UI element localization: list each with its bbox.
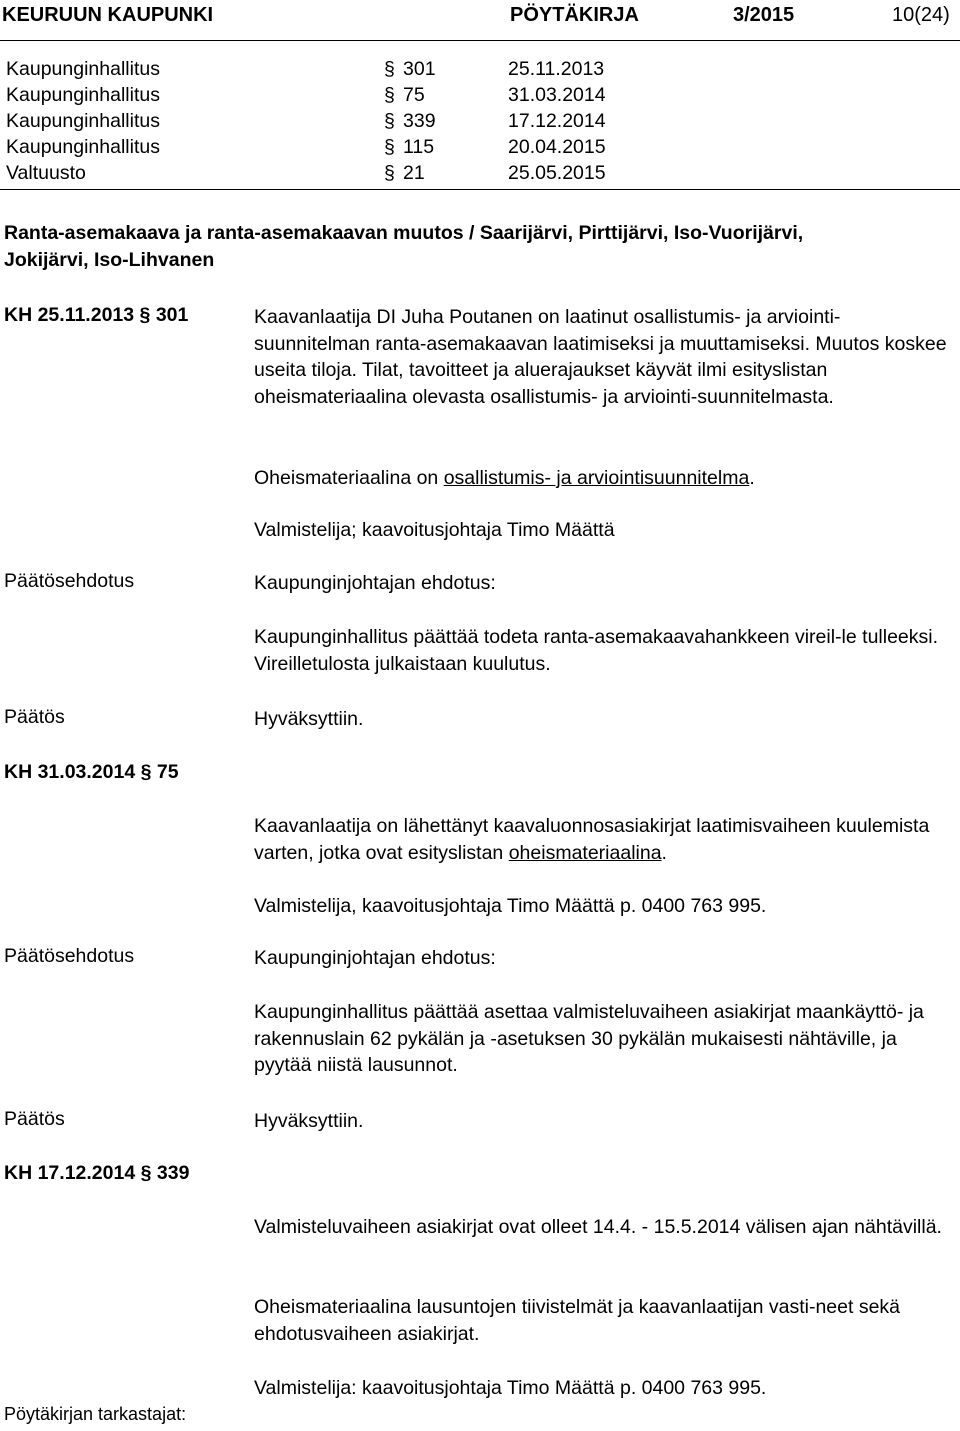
section-icon: § <box>384 136 395 158</box>
kh1-proposal-label: Päätösehdotus <box>4 570 135 592</box>
attachment-link[interactable]: osallistumis- ja arviointisuunnitelma <box>443 467 750 489</box>
kh2-paragraph-end: . <box>661 841 667 864</box>
kh2-paragraph-text: Kaavanlaatija on lähettänyt kaavaluonnosasiakirjat laatimisvaiheen kuulemista varten, jotka ovat esityslistan <box>254 815 930 864</box>
kh1-attachment <box>254 465 954 492</box>
section-icon: § <box>384 110 395 132</box>
meeting-number: 21 <box>403 162 425 184</box>
kh1-decision-label: Päätös <box>4 706 65 728</box>
kh2-heading <box>4 759 179 786</box>
kh1-preparer: Valmistelija; kaavoitusjohtaja Timo Määttä <box>254 519 615 541</box>
meeting-date: 25.11.2013 <box>508 58 605 80</box>
kh2-number: 75 <box>156 761 179 783</box>
section-icon: § <box>140 1162 152 1184</box>
kh1-proposal-head: Kaupunginjohtajan ehdotus: <box>254 572 496 594</box>
kh1-paragraph: Kaavanlaatija DI Juha Poutanen on laatinut osallistumis- ja arviointi-suunnitelman ranta-asemakaavan laatimiseksi ja muuttamiseksi. Muutos koskee useita tiloja. Tilat, tavoitteet ja aluerajaukset käyvät ilmi esityslistan oheismateriaalina olevasta osallistumis- ja arviointi-suunnitelmasta. <box>254 306 947 408</box>
meeting-body: Kaupunginhallitus <box>6 58 160 80</box>
section-icon: § <box>384 58 395 80</box>
kh3-preparer: Valmistelija: kaavoitusjohtaja Timo Määttä p. 0400 763 995. <box>254 1377 767 1399</box>
kh1-decision-text: Hyväksyttiin. <box>254 708 364 730</box>
header-divider <box>0 40 960 41</box>
meeting-number: 75 <box>403 84 425 106</box>
document-type: PÖYTÄKIRJA <box>510 4 639 26</box>
table-divider <box>0 189 960 190</box>
attachment-link[interactable]: oheismateriaalina <box>508 841 662 864</box>
kh2-preparer: Valmistelija, kaavoitusjohtaja Timo Määttä p. 0400 763 995. <box>254 895 767 917</box>
kh3-heading <box>4 1160 189 1187</box>
matter-title-line2: Jokijärvi, Iso-Lihvanen <box>4 249 215 271</box>
meeting-body: Kaupunginhallitus <box>6 110 160 132</box>
meeting-body: Kaupunginhallitus <box>6 136 160 158</box>
kh1-number: 301 <box>155 304 189 326</box>
kh2-date: KH 31.03.2014 <box>4 761 136 783</box>
kh2-paragraph <box>254 813 954 866</box>
meeting-number: 301 <box>403 58 436 80</box>
meeting-date: 20.04.2015 <box>508 136 606 158</box>
kh2-proposal-head: Kaupunginjohtajan ehdotus: <box>254 947 496 969</box>
meeting-number: 339 <box>403 110 436 132</box>
section-icon: § <box>384 84 395 106</box>
kh1-proposal-text: Kaupunginhallitus päättää todeta ranta-asemakaavahankkeen vireil-le tulleeksi. Vireilletulosta julkaistaan kuulutus. <box>254 626 939 675</box>
kh2-decision-text: Hyväksyttiin. <box>254 1110 364 1132</box>
meeting-date: 25.05.2015 <box>508 162 606 184</box>
attachment-prefix: Oheismateriaalina on <box>254 467 444 489</box>
kh1-date: KH 25.11.2013 <box>4 304 135 326</box>
attachment-suffix: . <box>749 467 755 489</box>
section-icon: § <box>384 162 395 184</box>
kh2-decision-label: Päätös <box>4 1108 65 1130</box>
document-number: 3/2015 <box>733 4 795 26</box>
section-icon: § <box>140 761 152 783</box>
kh2-proposal-label: Päätösehdotus <box>4 945 135 967</box>
meeting-body: Kaupunginhallitus <box>6 84 160 106</box>
page-number: 10(24) <box>892 4 950 26</box>
city-name: KEURUUN KAUPUNKI <box>2 4 214 26</box>
meeting-number: 115 <box>403 136 435 158</box>
meeting-date: 17.12.2014 <box>508 110 606 132</box>
kh3-paragraph: Valmisteluvaiheen asiakirjat ovat olleet 14.4. - 15.5.2014 välisen ajan nähtävillä. <box>254 1216 942 1238</box>
kh3-number: 339 <box>156 1162 190 1184</box>
kh1-heading <box>4 302 188 329</box>
kh3-date: KH 17.12.2014 <box>4 1162 136 1184</box>
footer-label: Pöytäkirjan tarkastajat: <box>4 1404 187 1424</box>
meeting-body: Valtuusto <box>6 162 86 184</box>
section-icon: § <box>139 304 151 326</box>
kh3-paragraph-2: Oheismateriaalina lausuntojen tiivistelmät ja kaavanlaatijan vasti-neet sekä ehdotusvaiheen asiakirjat. <box>254 1296 901 1345</box>
matter-title-line1: Ranta-asemakaava ja ranta-asemakaavan muutos / Saarijärvi, Pirttijärvi, Iso-Vuorijärvi, <box>4 222 804 244</box>
kh2-proposal-text: Kaupunginhallitus päättää asettaa valmisteluvaiheen asiakirjat maankäyttö- ja rakennuslain 62 pykälän ja -asetuksen 30 pykälän mukaisesti nähtäville, ja pyytää niistä lausunnot. <box>254 1001 924 1076</box>
meeting-date: 31.03.2014 <box>508 84 606 106</box>
